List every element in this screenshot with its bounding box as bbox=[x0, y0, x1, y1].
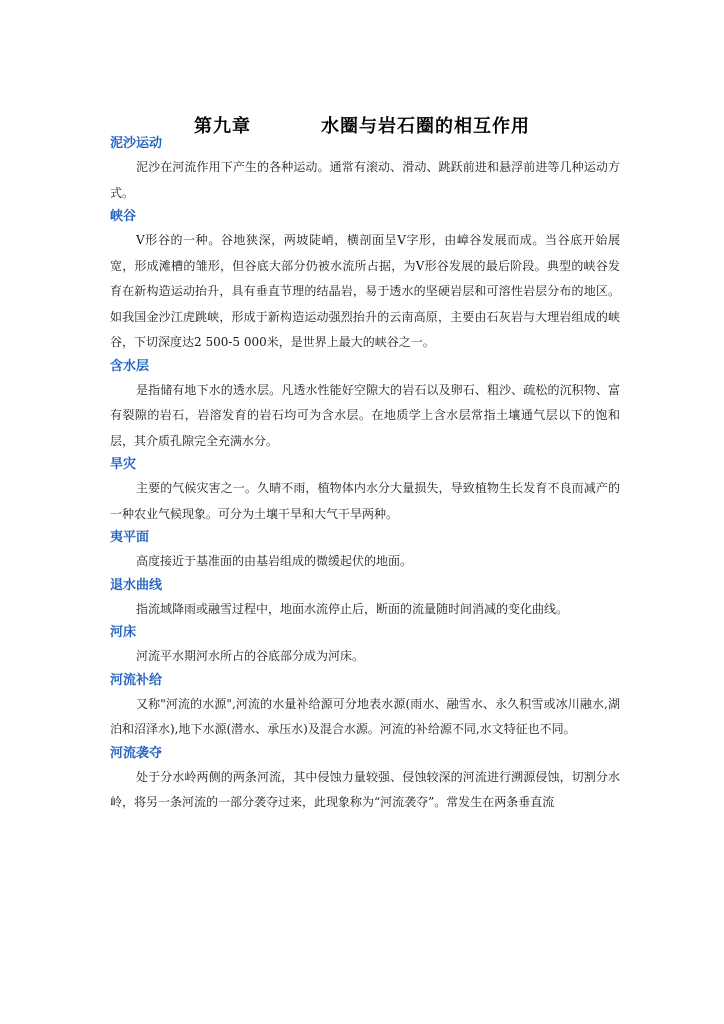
term-definition: 主要的气候灾害之一。久晴不雨，植物体内水分大量损失，导致植物生长发育不良而减产的一种农业气候现象。可分为土壤干旱和大气干旱两种。 bbox=[110, 481, 620, 521]
chapter-number: 第九章 bbox=[194, 116, 251, 138]
glossary-entry bbox=[110, 133, 620, 206]
term-definition: 处于分水岭两侧的两条河流，其中侵蚀力量较强、侵蚀较深的河流进行溯源侵蚀，切割分水岭，将另一条河流的一部分袭夺过来，此现象称为“河流袭夺”。常发生在两条垂直流 bbox=[110, 769, 620, 809]
term-definition: 河流平水期河水所占的谷底部分成为河床。 bbox=[136, 649, 365, 663]
glossary-entry bbox=[110, 356, 620, 455]
term-heading: 夷平面 bbox=[110, 530, 150, 545]
term-definition: V形谷的一种。谷地狭深，两坡陡峭，横剖面呈V字形，由嶂谷发展而成。当谷底开始展宽，形成滩槽的雏形，但谷底大部分仍被水流所占据，为V形谷发展的最后阶段。典型的峡谷发育在新构造运动抬升，具有垂直节理的结晶岩，易于透水的坚硬岩层和可溶性岩层分布的地区。如我国金沙江虎跳峡，形成于新构造运动强烈抬升的云南高原，主要由石灰岩与大理岩组成的峡谷，下切深度达2 500-5 000米，是世界上最大的峡谷之一。 bbox=[110, 233, 620, 349]
term-heading: 泥沙运动 bbox=[110, 136, 163, 151]
term-definition: 泥沙在河流作用下产生的各种运动。通常有滚动、滑动、跳跃前进和悬浮前进等几种运动方式。 bbox=[110, 160, 620, 200]
glossary-entry bbox=[110, 670, 620, 743]
glossary-content bbox=[110, 133, 620, 816]
term-definition: 高度接近于基准面的由基岩组成的微缓起伏的地面。 bbox=[136, 554, 413, 568]
glossary-entry bbox=[110, 527, 620, 575]
term-definition: 指流域降雨或融雪过程中，地面水流停止后，断面的流量随时间消减的变化曲线。 bbox=[136, 601, 569, 616]
term-heading: 退水曲线 bbox=[110, 577, 163, 593]
term-definition: 是指储有地下水的透水层。凡透水性能好空隙大的岩石以及卵石、粗沙、疏松的沉积物、富有裂隙的岩石，岩溶发育的岩石均可为含水层。在地质学上含水层常指土壤通气层以下的饱和层，其介质孔隙完全充满水分。 bbox=[110, 382, 620, 448]
term-heading: 河流补给 bbox=[110, 672, 163, 688]
term-heading: 旱灾 bbox=[110, 457, 137, 472]
term-heading: 河床 bbox=[110, 625, 137, 640]
term-heading: 含水层 bbox=[110, 358, 150, 374]
term-heading: 河流袭夺 bbox=[110, 745, 163, 761]
glossary-entry bbox=[110, 743, 620, 816]
glossary-entry bbox=[110, 622, 620, 670]
term-definition: 又称"河流的水源",河流的水量补给源可分地表水源(雨水、融雪水、永久积雪或冰川融水,湖泊和沼泽水),地下水源(潜水、承压水)及混合水源。河流的补给源不同,水文特征也不同。 bbox=[110, 696, 620, 736]
chapter-name: 水圈与岩石圈的相互作用 bbox=[321, 116, 530, 138]
glossary-entry bbox=[110, 575, 620, 623]
glossary-entry bbox=[110, 206, 620, 356]
term-heading: 峡谷 bbox=[110, 209, 137, 224]
glossary-entry bbox=[110, 454, 620, 527]
